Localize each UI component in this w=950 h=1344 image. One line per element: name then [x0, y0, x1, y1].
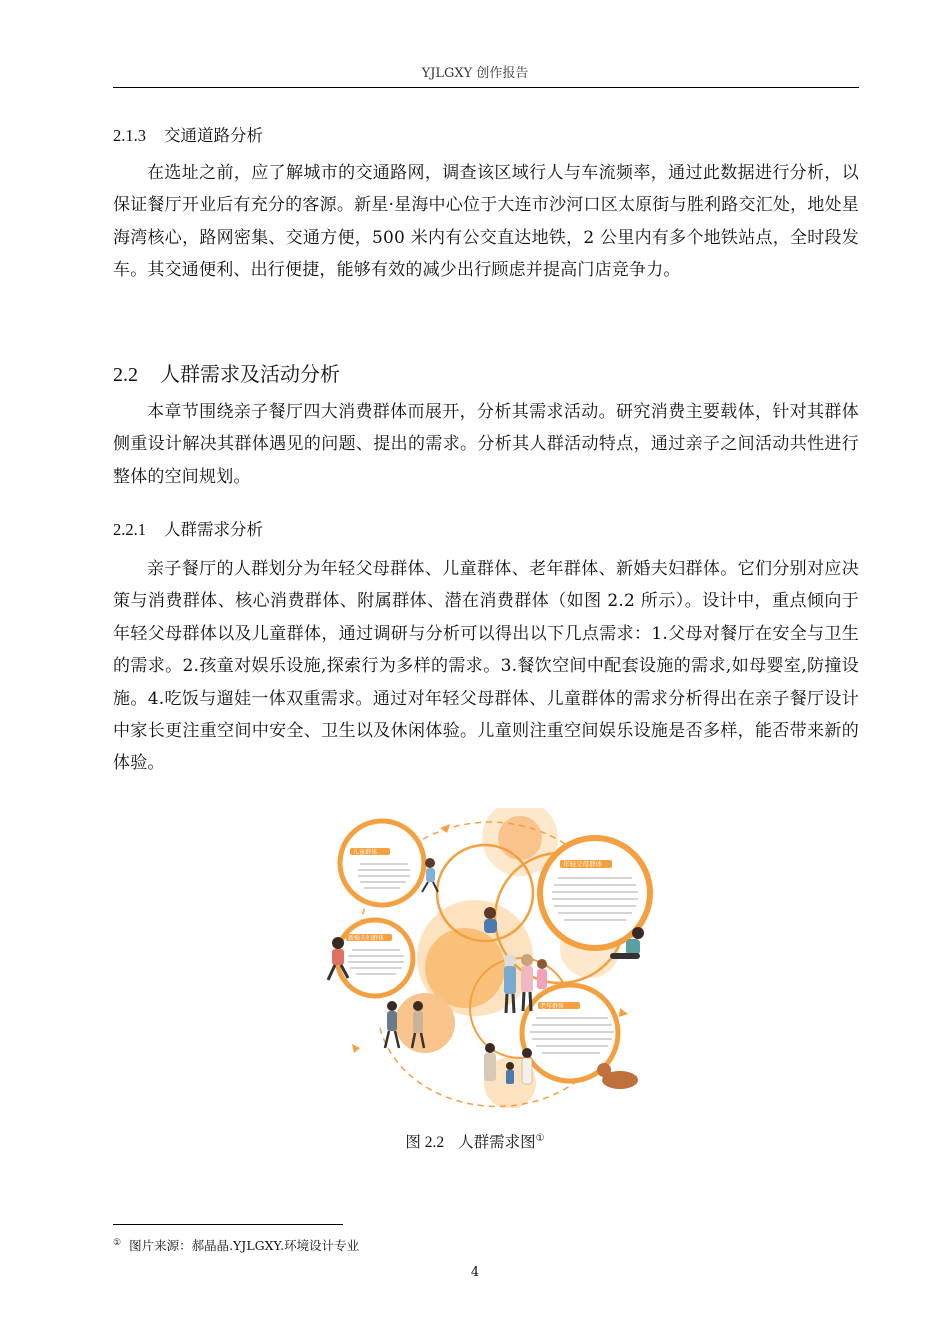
section-title: 交通道路分析	[164, 126, 263, 145]
newlyweds-label: 新婚夫妇群体	[348, 935, 385, 942]
young-parents-label: 年轻父母群体	[563, 860, 602, 868]
newlyweds-card	[337, 920, 413, 996]
arrow-icon	[619, 1008, 628, 1017]
footnote-rule	[113, 1224, 343, 1225]
footnote-text: 图片来源：郝晶晶.YJLGXY.环境设计专业	[129, 1238, 360, 1253]
children-card	[340, 821, 424, 905]
elderly-label: 老年群体	[540, 1003, 565, 1010]
paragraph-crowd-needs: 亲子餐厅的人群划分为年轻父母群体、儿童群体、老年群体、新婚夫妇群体。它们分别对应决策与消费群体、核心消费群体、附属群体、潜在消费群体（如图 2.2 所示）。设计中，重点倾向于年轻父母群体以及儿童群体，通过调研与分析可以得出以下几点需求：1.父母对餐厅在安全与卫生的需求。2.孩童对娱乐设施,探索行为多样的需求。3.餐饮空间中配套设施的需求,如母婴室,防撞设施。4.吃饭与遛娃一体双重需求。通过对年轻父母群体、儿童群体的需求分析得出在亲子餐厅设计中家长更注重空间中安全、卫生以及休闲体验。儿童则注重空间娱乐设施是否多样，能否带来新的体验。	[113, 559, 859, 774]
caption-title: 人群需求图	[458, 1133, 536, 1151]
paragraph-traffic: 在选址之前，应了解城市的交通路网，调查该区域行人与车流频率，通过此数据进行分析，以保证餐厅开业后有充分的客源。新星·星海中心位于大连市沙河口区太原街与胜利路交汇处，地处星海湾核心，路网密集、交通方便，500 米内有公交直达地铁，2 公里内有多个地铁站点，全时段发车。其交通便利、出行便捷，能够有效的减少出行顾虑并提高门店竞争力。	[113, 163, 859, 281]
caption-footnote-mark: ①	[535, 1132, 545, 1144]
section-title: 人群需求分析	[164, 520, 263, 539]
caption-number: 图 2.2	[405, 1134, 445, 1151]
section-heading-2-2-1	[113, 516, 263, 540]
glow-circle	[395, 993, 455, 1053]
crowd-needs-illustration	[320, 808, 660, 1108]
arrow-icon	[352, 1044, 360, 1053]
arrow-icon	[440, 824, 450, 833]
glow-circle	[498, 816, 542, 860]
page-number: 4	[470, 1265, 480, 1280]
figure-caption	[0, 1130, 950, 1152]
section-number: 2.1.3	[113, 126, 146, 145]
section-heading-2-1-3	[113, 122, 263, 146]
children-label: 儿童群体	[353, 849, 378, 856]
header-rule	[113, 87, 859, 88]
page-header: YJLGXY 创作报告	[421, 66, 529, 81]
section-number: 2.2	[113, 364, 138, 386]
footnote	[113, 1236, 359, 1254]
section-heading-2-2	[113, 358, 340, 387]
paragraph-crowd-intro: 本章节围绕亲子餐厅四大消费群体而展开，分析其需求活动。研究消费主要载体，针对其群体侧重设计解决其群体遇见的问题、提出的需求。分析其人群活动特点，通过亲子之间活动共性进行整体的空间规划。	[113, 402, 859, 487]
section-number: 2.2.1	[113, 520, 146, 539]
section-title: 人群需求及活动分析	[160, 362, 340, 386]
footnote-mark: ①	[113, 1237, 122, 1248]
crowd-needs-figure	[320, 808, 660, 1108]
